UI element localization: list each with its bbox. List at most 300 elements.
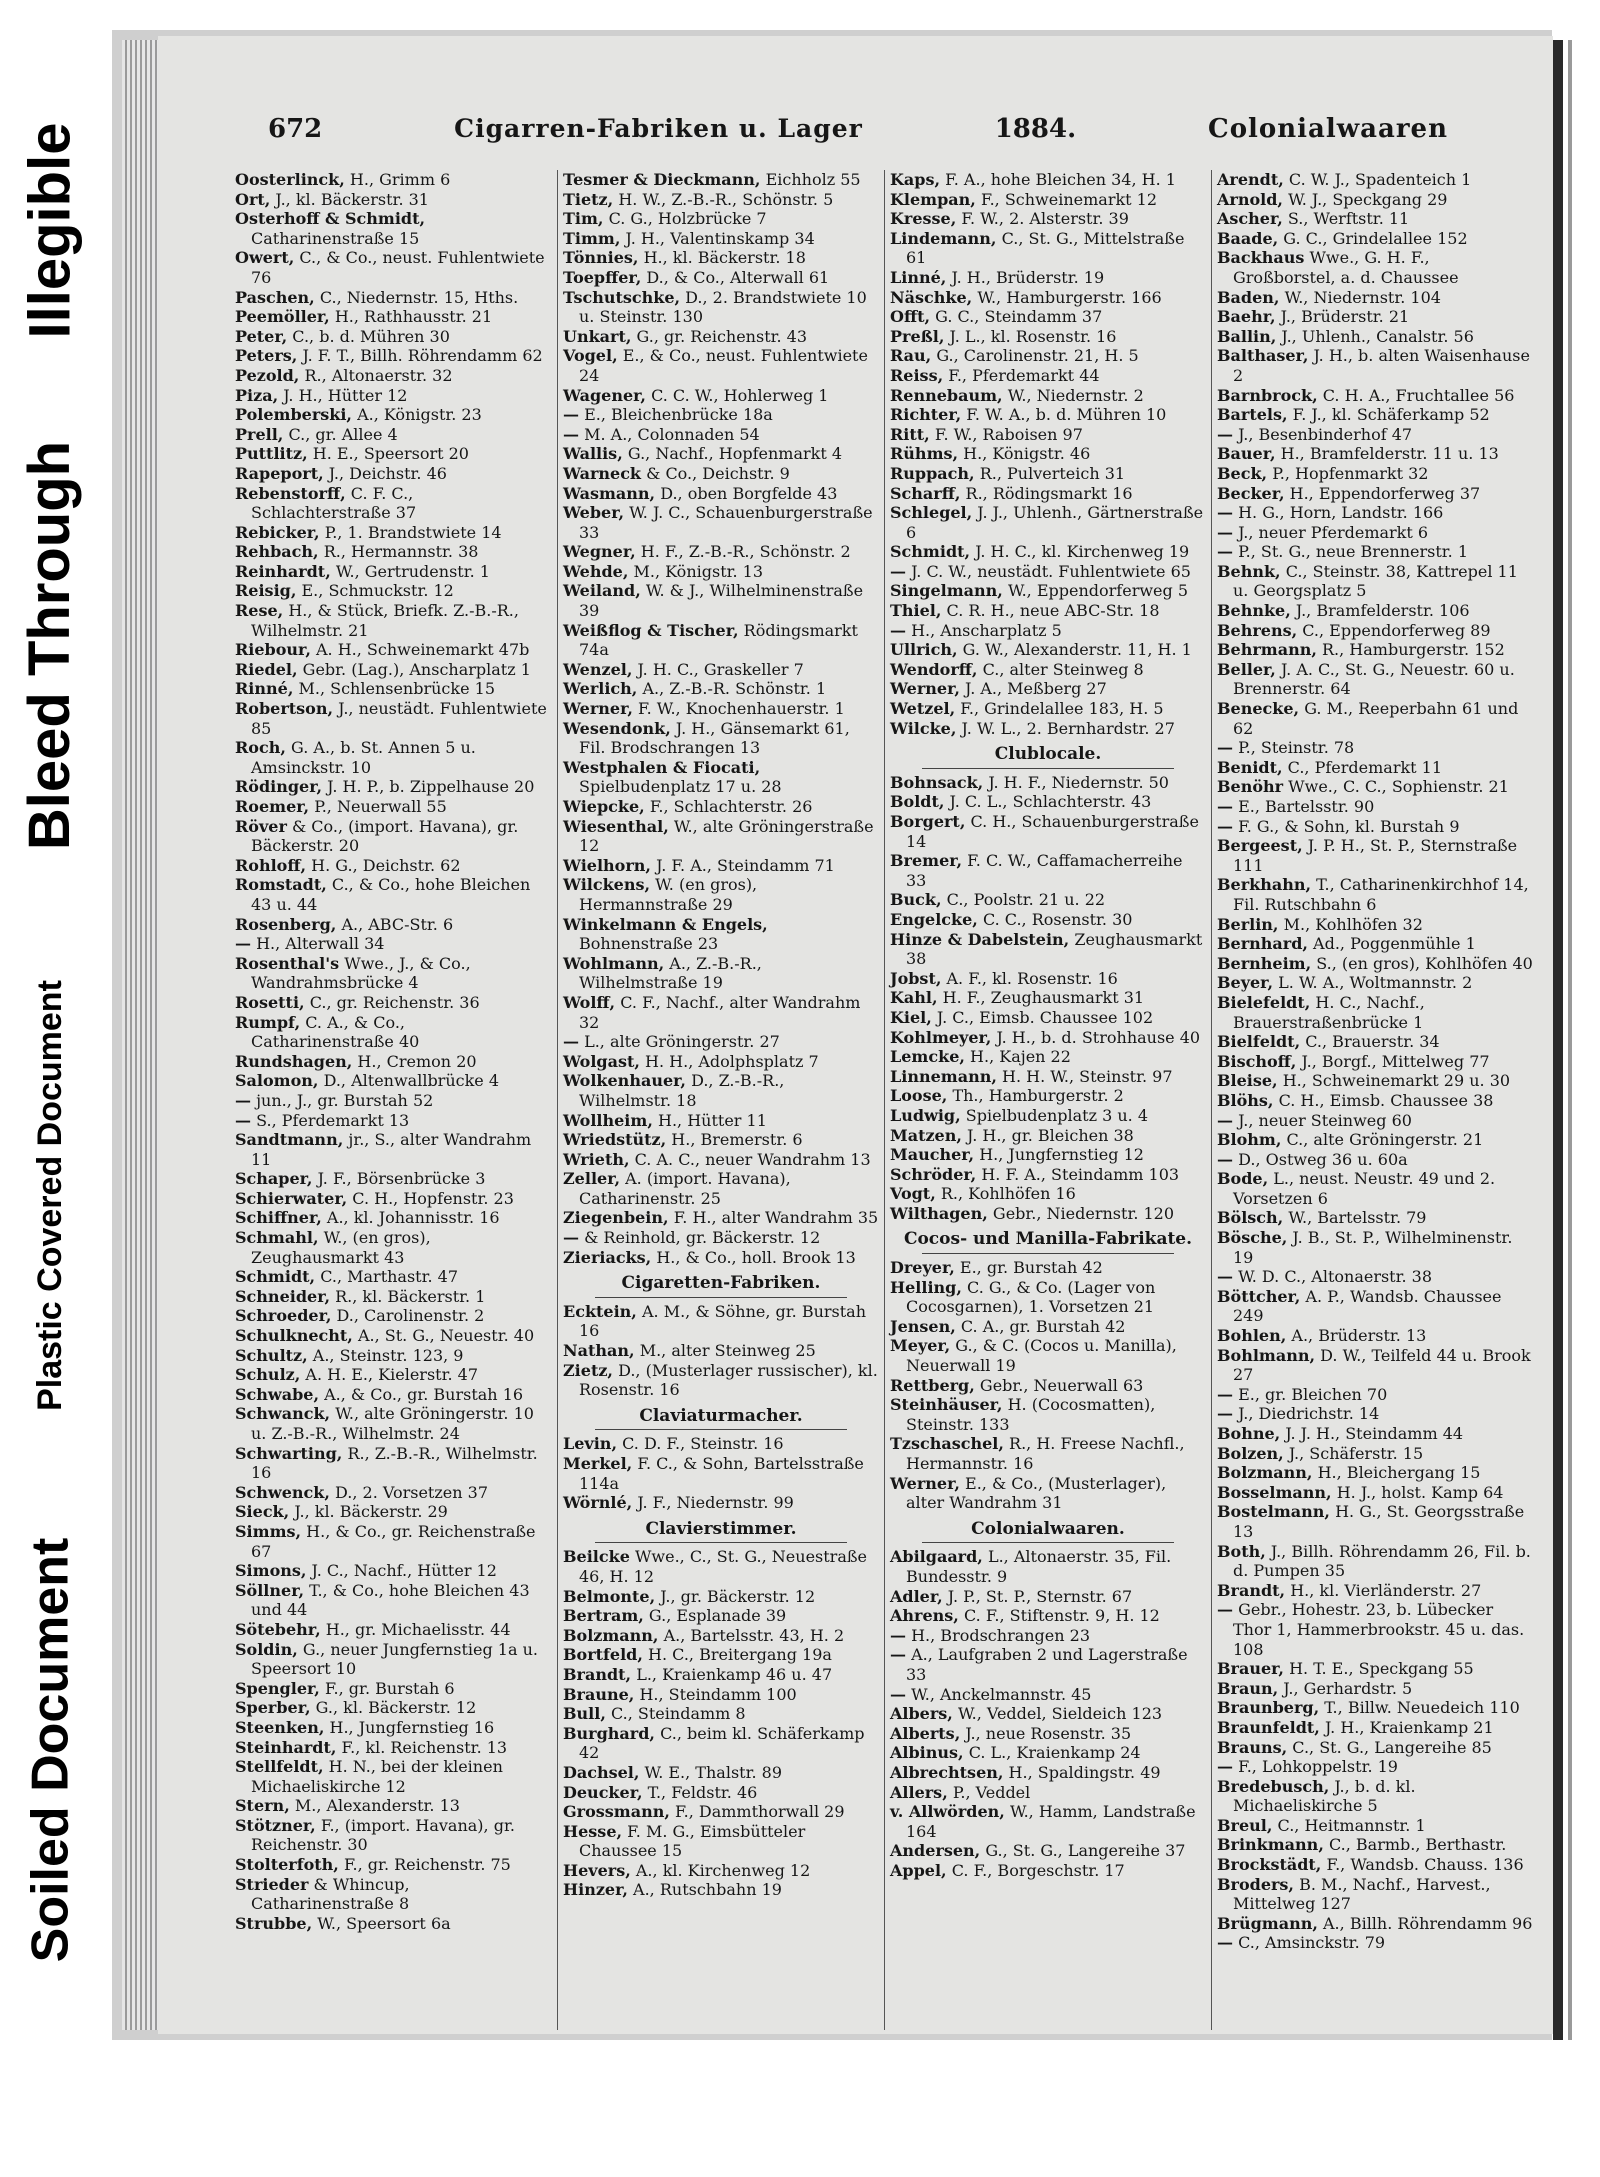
entry-name: Brinkmann, — [1217, 1835, 1324, 1855]
entry-address: H., Steindamm 100 — [639, 1684, 797, 1704]
directory-entry — [563, 1302, 879, 1341]
directory-entry — [890, 719, 1206, 739]
entry-name: Burghard, — [563, 1723, 655, 1743]
directory-entry — [890, 1685, 1206, 1705]
entry-address: J. C., Eimsb. Chaussee 102 — [936, 1007, 1154, 1027]
directory-entry — [1217, 190, 1533, 210]
entry-name: Wegner, — [563, 542, 636, 562]
directory-entry — [235, 1326, 552, 1346]
entry-address: H., Bremerstr. 6 — [671, 1130, 803, 1150]
entry-name: Wrieth, — [563, 1149, 630, 1169]
entry-address: Th., Hamburgerstr. 2 — [952, 1086, 1124, 1106]
stamp-plastic-covered: Plastic Covered Document — [30, 979, 69, 1411]
entry-name: Schwanck, — [235, 1404, 331, 1424]
entry-name: Stolterfoth, — [235, 1855, 339, 1875]
directory-entry — [563, 1208, 879, 1228]
entry-address: J. H., Brüderstr. 19 — [951, 267, 1105, 287]
entry-name: Bösche, — [1217, 1228, 1288, 1248]
entry-name: Schwarting, — [235, 1443, 343, 1463]
entry-name: — — [1217, 797, 1233, 816]
entry-name: Bohne, — [1217, 1424, 1281, 1443]
entry-address: F. J., kl. Schäferkamp 52 — [1292, 405, 1490, 425]
entry-address: F., Grindelallee 183, H. 5 — [960, 699, 1164, 719]
entry-address: A., kl. Kirchenweg 12 — [635, 1860, 811, 1880]
directory-entry — [1217, 307, 1533, 327]
entry-address: A., Z.-B.-R. Schönstr. 1 — [642, 679, 827, 699]
directory-entry — [235, 1855, 552, 1875]
entry-address: L. W. A., Woltmannstr. 2 — [1278, 973, 1473, 993]
directory-entry — [890, 851, 1206, 890]
entry-address: H., Schweinemarkt 29 u. 30 — [1282, 1071, 1511, 1091]
entry-address: A. H., Schweinemarkt 47b — [315, 640, 530, 660]
directory-entry — [890, 621, 1206, 641]
entry-address: & Co., (import. Havana), gr. Bäckerstr. 20 — [251, 816, 519, 856]
entry-address: H. C., Nachf., Brauerstraßenbrücke 1 — [1233, 992, 1425, 1032]
entry-address: J., b. d. kl. Michaeliskirche 5 — [1233, 1776, 1416, 1816]
entry-address: J., Gerhardstr. 5 — [1283, 1678, 1413, 1698]
directory-entry — [1217, 1835, 1533, 1855]
entry-name: Bolzen, — [1217, 1443, 1284, 1463]
entry-name: Schulz, — [235, 1365, 301, 1385]
entry-name: Osterhoff & Schmidt, — [235, 209, 426, 229]
entry-name: Westphalen & Fiocati, — [563, 757, 761, 777]
entry-address: J. C., Nachf., Hütter 12 — [311, 1561, 497, 1581]
entry-address: Gebr. (Lag.), Anscharplatz 1 — [302, 659, 531, 679]
entry-address: R., H. Freese Nachfl., Hermannstr. 16 — [906, 1434, 1185, 1473]
directory-entry — [1217, 1385, 1533, 1405]
directory-entry — [235, 327, 552, 347]
entry-name: Rebenstorff, — [235, 483, 346, 503]
directory-entry — [890, 699, 1206, 719]
entry-name: Allers, — [890, 1782, 948, 1802]
directory-entry — [1217, 1463, 1533, 1483]
entry-address: H., gr. Michaelisstr. 44 — [325, 1619, 511, 1639]
entry-name: Hevers, — [563, 1860, 631, 1880]
entry-address: J., Besenbinderhof 47 — [1238, 424, 1413, 444]
section-rule — [922, 1253, 1175, 1254]
entry-name: Steinhardt, — [235, 1737, 337, 1757]
entry-name: Bleise, — [1217, 1071, 1278, 1091]
entry-address: H., Jungfernstieg 12 — [979, 1145, 1144, 1165]
entry-name: Ziegenbein, — [563, 1208, 669, 1228]
entry-address: Wwe., C., St. G., Neuestraße 46, H. 12 — [579, 1547, 868, 1586]
directory-entry — [1217, 542, 1533, 562]
entry-address: H., & Co., gr. Reichenstraße 67 — [251, 1521, 536, 1561]
directory-entry — [563, 542, 879, 562]
entry-address: G., Esplanade 39 — [648, 1606, 787, 1626]
directory-entry — [890, 1645, 1206, 1684]
entry-name: Lindemann, — [890, 228, 997, 248]
directory-entry — [563, 346, 879, 385]
entry-name: Schneider, — [235, 1286, 331, 1306]
directory-entry — [1217, 1444, 1533, 1464]
entry-name: Riedel, — [235, 659, 298, 679]
entry-name: Bolzmann, — [563, 1625, 659, 1645]
entry-name: Röver — [235, 816, 287, 836]
directory-entry — [563, 1493, 879, 1513]
entry-name: Becker, — [1217, 483, 1285, 503]
directory-entry — [890, 1606, 1206, 1626]
entry-name: Andersen, — [890, 1841, 981, 1861]
directory-entry — [563, 1645, 879, 1665]
entry-name: — — [563, 424, 579, 444]
directory-entry — [1217, 758, 1533, 778]
directory-entry — [235, 484, 552, 523]
entry-name: Ort, — [235, 189, 271, 209]
entry-name: Braunberg, — [1217, 1698, 1320, 1718]
entry-name: Piza, — [235, 385, 279, 405]
entry-name: Toepffer, — [563, 267, 642, 287]
entry-address: F., (import. Havana), gr. Reichenstr. 30 — [251, 1815, 515, 1855]
entry-name: Albrechtsen, — [890, 1762, 1004, 1782]
entry-name: Wendorff, — [890, 659, 978, 679]
entry-address: E., Schmuckstr. 12 — [301, 581, 454, 601]
directory-entry — [890, 1474, 1206, 1513]
entry-name: Tim, — [563, 209, 604, 229]
directory-entry — [890, 190, 1206, 210]
entry-name: Behrens, — [1217, 620, 1298, 640]
entry-name: Beyer, — [1217, 973, 1274, 993]
entry-address: J. H., Kraienkamp 21 — [1324, 1717, 1494, 1737]
entry-name: Ludwig, — [890, 1105, 961, 1125]
entry-address: J. B., St. P., Wilhelminenstr. 19 — [1233, 1228, 1513, 1267]
entry-address: G., & C. (Cocos u. Manilla), Neuerwall 19 — [906, 1336, 1177, 1376]
entry-address: H. H. W., Steinstr. 97 — [1002, 1066, 1173, 1086]
directory-entry — [1217, 503, 1533, 523]
column-3 — [884, 170, 1211, 2030]
stamp-bleed-through: Bleed Through — [17, 440, 83, 850]
directory-entry — [235, 307, 552, 327]
entry-name: Ruppach, — [890, 463, 975, 483]
entry-address: W., Speersort 6a — [317, 1913, 451, 1933]
entry-name: Bischoff, — [1217, 1051, 1297, 1071]
entry-address: F. W., 2. Alsterstr. 39 — [961, 209, 1129, 229]
directory-entry — [235, 1640, 552, 1679]
directory-entry — [235, 1346, 552, 1366]
entry-address: D., Ostweg 36 u. 60a — [1238, 1149, 1408, 1169]
entry-address: L., Kraienkamp 46 u. 47 — [636, 1664, 833, 1684]
entry-name: Rennebaum, — [890, 385, 1003, 405]
directory-entry — [890, 1743, 1206, 1763]
entry-name: Spengler, — [235, 1678, 320, 1698]
directory-entry — [235, 405, 552, 425]
directory-entry — [1217, 1483, 1533, 1503]
entry-address: Wwe., G. H. F., Großborstel, a. d. Chaussee — [1233, 248, 1459, 287]
entry-name: — — [890, 1625, 906, 1645]
entry-address: W. E., Thalstr. 89 — [644, 1762, 782, 1782]
entry-name: Steenken, — [235, 1717, 325, 1737]
directory-entry — [890, 1841, 1206, 1861]
entry-address: D. W., Teilfeld 44 u. Brook 27 — [1233, 1345, 1531, 1385]
entry-address: C., & Co., neust. Fuhlentwiete 76 — [251, 248, 545, 287]
entry-address: C. D. F., Steinstr. 16 — [622, 1434, 784, 1454]
section-heading: Claviaturmacher. — [639, 1405, 803, 1426]
entry-address: J. P. H., St. P., Sternstraße 111 — [1233, 836, 1518, 875]
directory-entry — [235, 209, 552, 248]
entry-address: W. D. C., Altonaerstr. 38 — [1238, 1267, 1433, 1287]
directory-entry — [1217, 1600, 1533, 1659]
entry-name: — — [235, 934, 251, 954]
entry-name: Reiss, — [890, 365, 944, 385]
section-rule — [595, 1429, 848, 1430]
entry-name: Rödinger, — [235, 777, 323, 797]
entry-address: D., Carolinenstr. 2 — [336, 1306, 485, 1326]
entry-name: Roch, — [235, 738, 286, 758]
entry-address: H., Rathhausstr. 21 — [334, 307, 493, 327]
entry-name: Weißflog & Tischer, — [563, 620, 739, 640]
directory-entry — [890, 1724, 1206, 1744]
entry-address: Gebr., Neuerwall 63 — [979, 1375, 1144, 1395]
entry-address: T., Catharinenkirchhof 14, Fil. Rutschbahn 6 — [1233, 875, 1529, 914]
entry-name: Rese, — [235, 601, 284, 621]
directory-entry — [890, 1317, 1206, 1337]
directory-entry — [235, 679, 552, 699]
directory-entry — [890, 542, 1206, 562]
entry-address: J., kl. Bäckerstr. 29 — [294, 1502, 448, 1522]
directory-entry — [563, 386, 879, 406]
directory-entry — [1217, 777, 1533, 797]
directory-entry — [235, 640, 552, 660]
directory-entry — [890, 1547, 1206, 1586]
entry-address: P., St. G., neue Brennerstr. 1 — [1238, 542, 1469, 562]
entry-name: Bortfeld, — [563, 1645, 643, 1665]
entry-address: J., neuer Pferdemarkt 6 — [1238, 522, 1429, 542]
entry-address: J. H. F., Niedernstr. 50 — [988, 772, 1169, 792]
directory-entry — [563, 1861, 879, 1881]
entry-address: H. N., bei der kleinen Michaeliskirche 12 — [251, 1757, 503, 1796]
directory-entry — [1217, 699, 1533, 738]
directory-page — [158, 36, 1553, 2034]
entry-name: Simons, — [235, 1561, 307, 1581]
entry-address: H., kl. Bäckerstr. 18 — [643, 248, 806, 268]
entry-address: S., Pferdemarkt 13 — [256, 1110, 410, 1130]
directory-entry — [890, 444, 1206, 464]
entry-address: D., 2. Brandstwiete 10 u. Steinstr. 130 — [579, 287, 867, 327]
binding-edge — [1553, 40, 1563, 2040]
directory-entry — [235, 288, 552, 308]
entry-address: C., & Co., hohe Bleichen 43 u. 44 — [251, 875, 531, 914]
entry-name: Weber, — [563, 503, 625, 523]
entry-name: Behnke, — [1217, 601, 1291, 621]
directory-entry — [890, 640, 1206, 660]
entry-address: J. H. C., Graskeller 7 — [637, 659, 804, 679]
entry-address: C., Barmb., Berthastr. — [1328, 1835, 1507, 1855]
entry-address: H. F., Zeughausmarkt 31 — [942, 988, 1145, 1008]
directory-entry — [235, 444, 552, 464]
directory-entry — [1217, 1738, 1533, 1758]
entry-address: M. A., Colonnaden 54 — [584, 424, 760, 444]
entry-address: R., Altonaerstr. 32 — [304, 365, 453, 385]
entry-name: Baade, — [1217, 228, 1279, 248]
directory-entry — [235, 1620, 552, 1640]
entry-name: Wollheim, — [563, 1110, 653, 1130]
entry-name: Riebour, — [235, 640, 311, 660]
entry-name: Lemcke, — [890, 1047, 965, 1067]
entry-address: G. C., Grindelallee 152 — [1283, 228, 1468, 248]
entry-name: Helling, — [890, 1277, 962, 1297]
entry-name: Barnbrock, — [1217, 385, 1318, 405]
entry-address: H., Spaldingstr. 49 — [1008, 1762, 1161, 1782]
entry-address: S., Werftstr. 11 — [1287, 209, 1410, 229]
entry-name: Adler, — [890, 1586, 943, 1606]
entry-name: Breul, — [1217, 1815, 1273, 1835]
entry-address: F. M. G., Eimsbütteler Chaussee 15 — [579, 1821, 806, 1861]
entry-name: — — [235, 1090, 251, 1110]
entry-name: Backhaus — [1217, 248, 1305, 268]
directory-entry — [563, 856, 879, 876]
entry-address: P., Hopfenmarkt 32 — [1272, 463, 1429, 483]
directory-entry — [1217, 915, 1533, 935]
entry-address: C., Niedernstr. 15, Hths. — [319, 287, 519, 307]
page-number: 672 — [268, 114, 323, 144]
directory-entry — [890, 1336, 1206, 1375]
entry-address: F. W., Knochenhauerstr. 1 — [638, 699, 845, 719]
directory-entry — [563, 464, 879, 484]
entry-address: H., & Co., holl. Brook 13 — [656, 1247, 856, 1267]
directory-entry — [1217, 1267, 1533, 1287]
entry-address: A. (import. Havana), Catharinenstr. 25 — [579, 1169, 791, 1208]
directory-entry — [235, 346, 552, 366]
entry-name: Klempan, — [890, 189, 976, 209]
entry-name: Richter, — [890, 405, 962, 425]
entry-address: A., ABC-Str. 6 — [341, 914, 454, 934]
entry-address: H., Grimm 6 — [349, 170, 451, 189]
directory-entry — [1217, 934, 1533, 954]
entry-address: J., Schäferstr. 15 — [1288, 1443, 1424, 1463]
entry-name: Vogt, — [890, 1184, 936, 1204]
entry-name: v. Allwörden, — [890, 1802, 1005, 1822]
directory-entry — [890, 170, 1206, 190]
entry-address: F. W., Raboisen 97 — [934, 424, 1083, 444]
entry-name: Tietz, — [563, 189, 614, 209]
entry-name: Grossmann, — [563, 1802, 670, 1822]
entry-address: H. G., Deichstr. 62 — [311, 855, 461, 875]
entry-name: Bernhard, — [1217, 934, 1308, 954]
entry-address: J. C. L., Schlachterstr. 43 — [949, 792, 1152, 812]
entry-name: Bohlmann, — [1217, 1345, 1316, 1365]
entry-address: E., & Co., neust. Fuhlentwiete 24 — [579, 346, 868, 385]
entry-name: Ritt, — [890, 424, 930, 444]
entry-name: Tönnies, — [563, 248, 639, 268]
entry-name: Schröder, — [890, 1164, 977, 1184]
entry-name: Loose, — [890, 1086, 948, 1106]
entry-name: Vogel, — [563, 346, 618, 366]
entry-address: Gebr., Hohestr. 23, b. Lübecker Thor 1, Hammerbrookstr. 45 u. das. 108 — [1233, 1600, 1525, 1659]
entry-name: Schiffner, — [235, 1208, 322, 1228]
directory-entry — [235, 1561, 552, 1581]
directory-entry — [235, 1581, 552, 1620]
directory-entry — [890, 1145, 1206, 1165]
scan-annotation-strip — [0, 0, 100, 2177]
directory-entry — [890, 1165, 1206, 1185]
directory-entry — [1217, 346, 1533, 385]
directory-entry — [563, 444, 879, 464]
directory-entry — [1217, 405, 1533, 425]
entry-address: J., kl. Bäckerstr. 31 — [275, 189, 429, 209]
entry-name: Rinné, — [235, 679, 294, 699]
directory-entry — [890, 1704, 1206, 1724]
entry-name: Wriedstütz, — [563, 1130, 667, 1150]
directory-entry — [235, 1679, 552, 1699]
entry-name: Arnold, — [1217, 189, 1283, 209]
directory-entry — [1217, 660, 1533, 699]
directory-entry — [1217, 1502, 1533, 1541]
entry-address: H., Bleichergang 15 — [1317, 1463, 1481, 1483]
directory-entry — [890, 988, 1206, 1008]
directory-entry — [563, 288, 879, 327]
entry-address: C., Steinstr. 38, Kattrepel 11 u. Georgsplatz 5 — [1233, 561, 1518, 601]
directory-entry — [235, 464, 552, 484]
entry-name: Rosenberg, — [235, 914, 337, 934]
entry-address: P., 1. Brandstwiete 14 — [324, 522, 502, 542]
directory-entry — [1217, 288, 1533, 308]
directory-entry — [563, 1763, 879, 1783]
directory-entry — [890, 679, 1206, 699]
entry-name: — — [890, 1645, 906, 1665]
directory-entry — [890, 601, 1206, 621]
entry-name: Rosenthal's — [235, 953, 340, 973]
section-heading: Clublocale. — [994, 744, 1102, 765]
entry-address: R., Rödingsmarkt 16 — [965, 483, 1133, 503]
directory-entry — [563, 993, 879, 1032]
entry-name: Rapeport, — [235, 463, 324, 483]
entry-name: — — [1217, 1110, 1233, 1130]
directory-entry — [563, 484, 879, 504]
entry-address: H., kl. Vierländerstr. 27 — [1290, 1580, 1482, 1600]
entry-name: Bertram, — [563, 1606, 644, 1626]
entry-address: J. J., Uhlenh., Gärtnerstraße 6 — [906, 503, 1204, 542]
entry-name: Simms, — [235, 1521, 302, 1541]
entry-address: F. A., hohe Bleichen 34, H. 1 — [945, 170, 1176, 189]
section-rule — [595, 1297, 848, 1298]
entry-name: — — [1217, 1933, 1233, 1953]
entry-name: Bremer, — [890, 851, 963, 871]
entry-name: Meyer, — [890, 1336, 951, 1356]
directory-entry — [235, 1718, 552, 1738]
entry-name: Peemöller, — [235, 307, 330, 327]
entry-address: Wwe., C. C., Sophienstr. 21 — [1288, 777, 1509, 797]
entry-name: — — [1217, 1600, 1233, 1620]
entry-address: C. A., gr. Burstah 42 — [960, 1316, 1126, 1336]
entry-name: Broders, — [1217, 1874, 1294, 1894]
directory-entry — [563, 719, 879, 758]
entry-name: Albers, — [890, 1704, 953, 1724]
entry-address: G., Carolinenstr. 21, H. 5 — [936, 346, 1139, 366]
entry-name: — — [563, 1228, 579, 1248]
entry-address: C. F., Stiftenstr. 9, H. 12 — [963, 1606, 1160, 1626]
entry-name: Ullrich, — [890, 640, 958, 660]
entry-address: jr., S., alter Wandrahm 11 — [251, 1130, 532, 1169]
directory-entry — [563, 1130, 879, 1150]
directory-entry — [1217, 1718, 1533, 1738]
directory-entry — [563, 248, 879, 268]
directory-entry — [563, 425, 879, 445]
entry-name: Näschke, — [890, 287, 973, 307]
directory-entry — [1217, 1424, 1533, 1444]
directory-entry — [890, 890, 1206, 910]
entry-address: H., & Stück, Briefk. Z.-B.-R., Wilhelmstr. 21 — [251, 601, 519, 640]
entry-address: H., Königstr. 46 — [963, 444, 1091, 464]
directory-entry — [1217, 1071, 1533, 1091]
entry-name: Boldt, — [890, 792, 945, 812]
directory-entry — [890, 1861, 1206, 1881]
page-header — [268, 114, 1448, 154]
directory-entry — [890, 1047, 1206, 1067]
entry-name: Bohnsack, — [890, 772, 984, 792]
entry-name: Zeller, — [563, 1169, 621, 1189]
entry-address: Rödingsmarkt 74a — [579, 620, 858, 660]
entry-address: Gebr., Niedernstr. 120 — [992, 1203, 1175, 1223]
